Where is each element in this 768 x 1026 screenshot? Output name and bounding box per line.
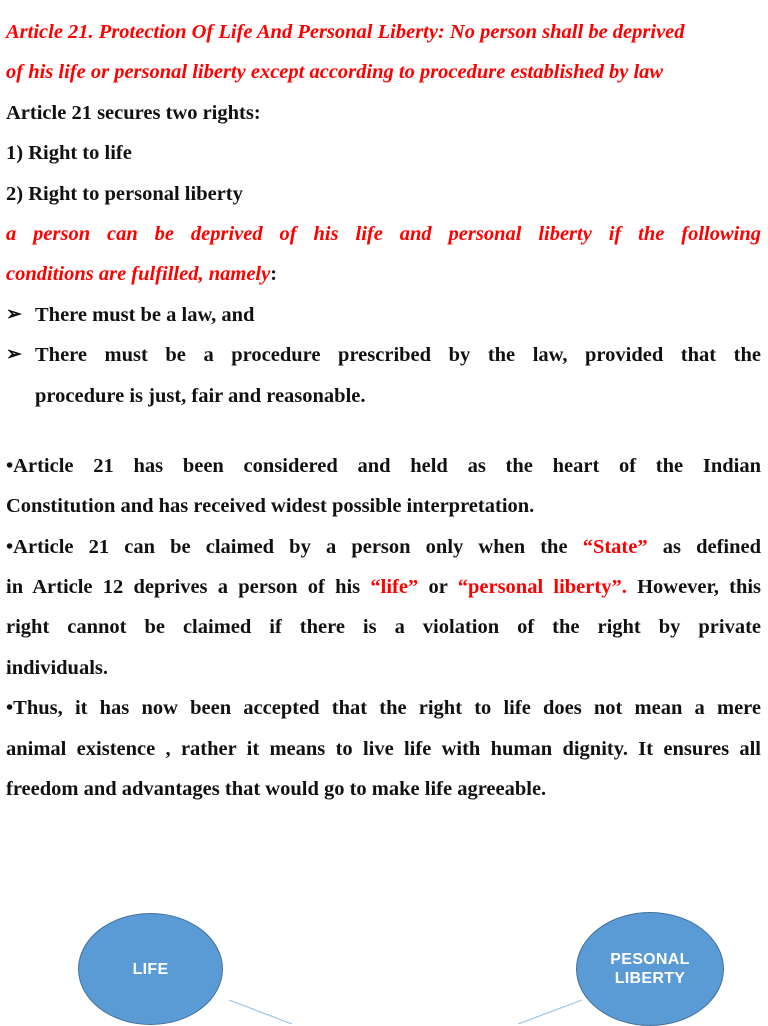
connector-liberty: [518, 1000, 582, 1024]
paragraph-gap: [6, 416, 761, 446]
conditions-colon: :: [270, 263, 278, 286]
paragraph3-line2: animal existence , rather it means to live life with human dignity. It ensures all: [6, 737, 761, 760]
conditions-line2: [6, 254, 761, 294]
or-word: or: [428, 576, 448, 599]
right-to-personal-liberty: 2) Right to personal liberty: [6, 182, 243, 205]
liberty-node-label-line2: LIBERTY: [614, 970, 686, 987]
paragraph2-line1-end: as defined: [662, 535, 761, 558]
paragraph2-line2: [6, 567, 761, 607]
right-to-life: 1) Right to life: [6, 142, 132, 165]
article-heading-line2: of his life or personal liberty except according to procedure established by law: [6, 61, 664, 84]
arrow-bullet-icon: ➢: [6, 344, 22, 366]
paragraph2-line4: individuals.: [6, 656, 108, 679]
liberty-node-label-line1: PESONAL: [610, 951, 690, 968]
personal-liberty-node: [576, 912, 724, 1026]
bullet-procedure-text-line2: procedure is just, fair and reasonable.: [35, 384, 366, 407]
paragraph1-line2: Constitution and has received widest possible interpretation.: [6, 495, 535, 518]
life-term: “life”: [370, 576, 419, 599]
paragraph3-line3: freedom and advantages that would go to make life agreeable.: [6, 778, 547, 801]
bullet-procedure-text-line1: There must be a procedure prescribed by the law, provided that the: [35, 344, 761, 367]
paragraph2-line3: right cannot be claimed if there is a violation of the right by private: [6, 616, 761, 639]
bullet-law: [6, 295, 761, 335]
personal-liberty-term: “personal liberty”.: [457, 576, 627, 599]
conditions-text: conditions are fulfilled, namely: [6, 263, 271, 286]
life-node-label: LIFE: [132, 960, 169, 978]
paragraph2-line1-start: •Article 21 can be claimed by a person only when the: [6, 535, 568, 558]
bullet-law-text: There must be a law, and: [35, 303, 255, 326]
document-body: [6, 12, 761, 809]
secures-statement: Article 21 secures two rights:: [6, 101, 261, 124]
bullet-procedure: [6, 335, 761, 375]
paragraph1-line1: •Article 21 has been considered and held as the heart of the Indian: [6, 454, 761, 477]
life-node: [78, 913, 223, 1025]
paragraph2-line2-end: However, this: [637, 576, 762, 599]
paragraph2-line2-start: in Article 12 deprives a person of his: [6, 576, 361, 599]
article-heading-line1: Article 21. Protection Of Life And Personal Liberty: No person shall be deprived: [6, 21, 685, 43]
connector-life: [229, 1000, 292, 1024]
arrow-bullet-icon: ➢: [6, 303, 22, 325]
conditions-line1: a person can be deprived of his life and personal liberty if the following: [6, 222, 761, 245]
state-term: “State”: [582, 535, 648, 558]
paragraph2-line1: [6, 527, 761, 567]
paragraph3-line1: •Thus, it has now been accepted that the right to life does not mean a mere: [6, 697, 761, 720]
